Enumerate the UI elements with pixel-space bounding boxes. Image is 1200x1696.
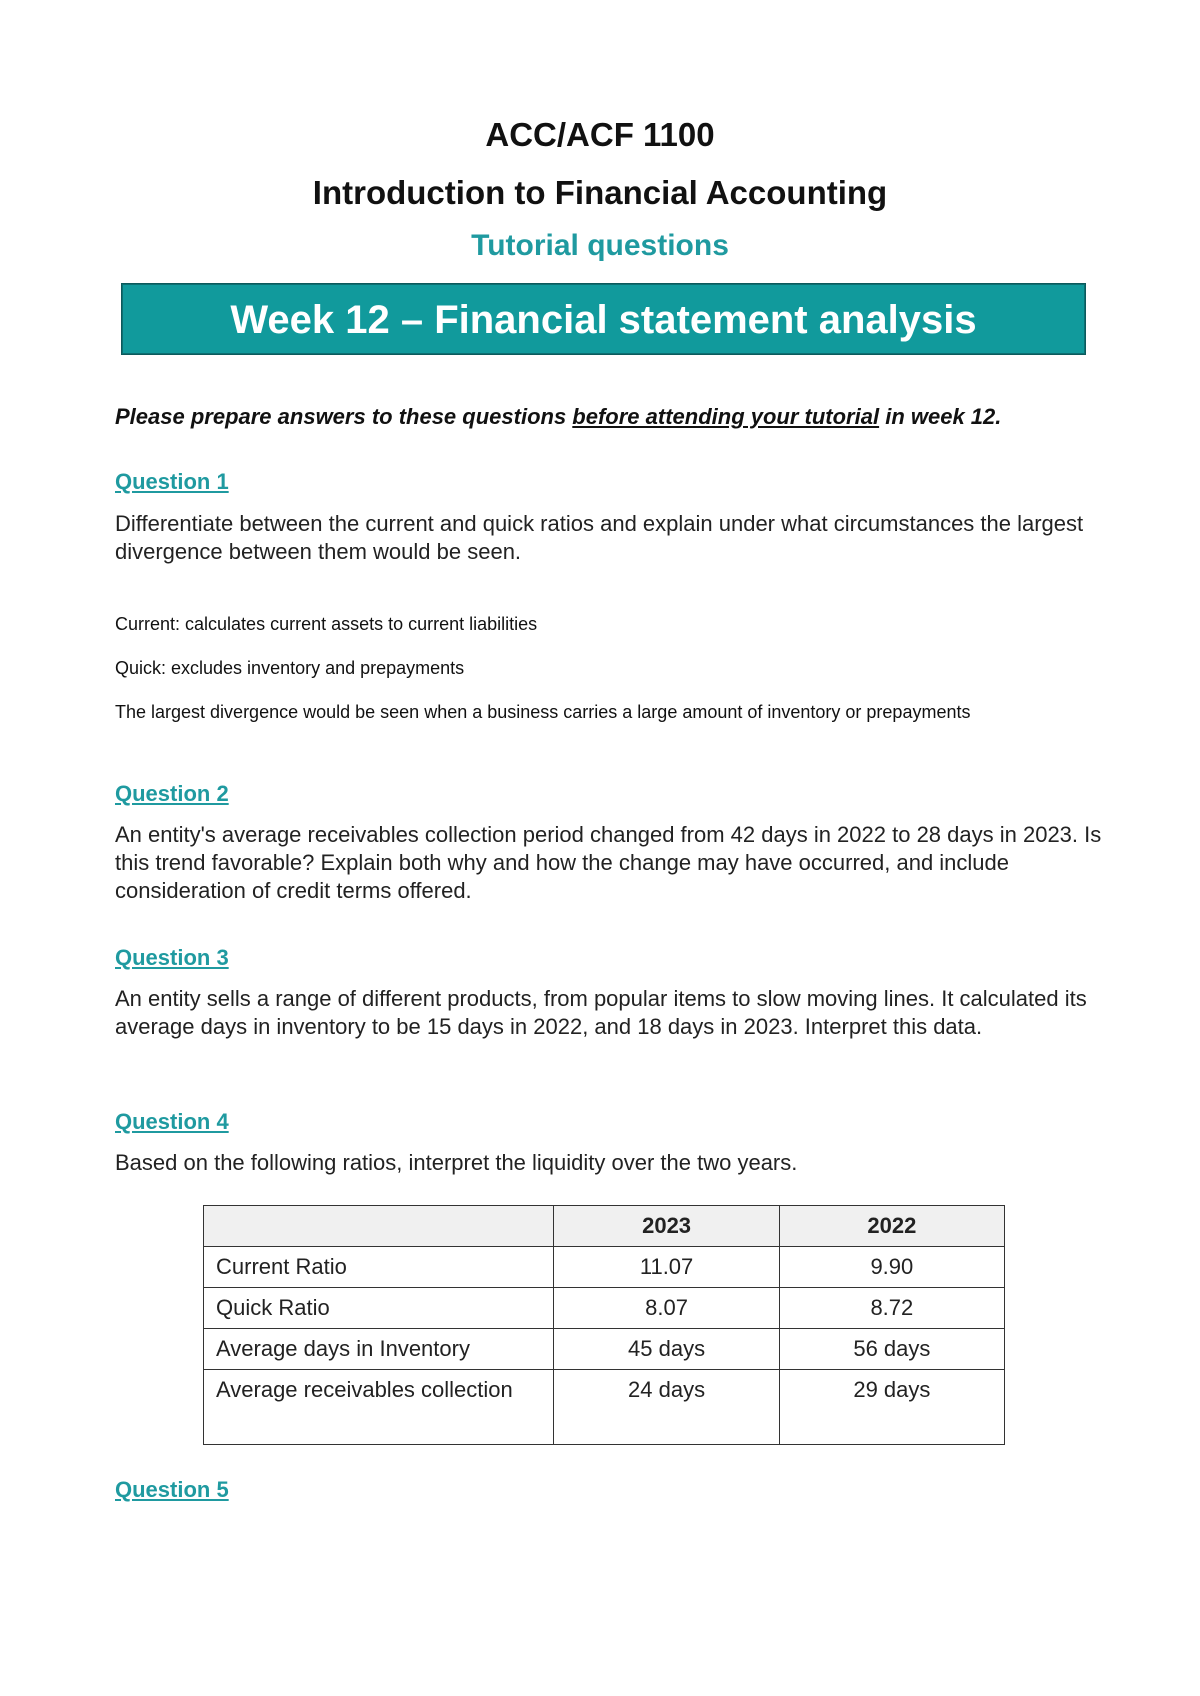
question-5-heading: Question 5 xyxy=(115,1477,229,1502)
table-header-2022: 2022 xyxy=(779,1206,1004,1247)
instruction-part-2: in week 12. xyxy=(879,404,1002,429)
question-1-heading: Question 1 xyxy=(115,469,229,494)
week-title: Week 12 – Financial statement analysis xyxy=(230,298,977,342)
course-code: ACC/ACF 1100 xyxy=(485,116,715,153)
table-cell-label: Current Ratio xyxy=(204,1247,554,1288)
document-type: Tutorial questions xyxy=(471,229,729,262)
table-cell-value: 29 days xyxy=(779,1370,1004,1445)
question-3-text: An entity sells a range of different products, from popular items to slow moving lines. It calculated its average days in inventory to be 15 days in 2022, and 18 days in 2023. Interpret this data. xyxy=(115,986,1087,1039)
table-cell-value: 8.72 xyxy=(779,1288,1004,1329)
table-header-label xyxy=(204,1206,554,1247)
instruction-underlined: before attending your tutorial xyxy=(572,404,880,429)
ratios-table xyxy=(203,1205,1005,1445)
table-header-row xyxy=(204,1206,1005,1247)
table-row xyxy=(204,1247,1005,1288)
table-cell-value: 24 days xyxy=(554,1370,779,1445)
question-4-heading: Question 4 xyxy=(115,1109,229,1134)
table-cell-label: Quick Ratio xyxy=(204,1288,554,1329)
question-2-text: An entity's average receivables collection period changed from 42 days in 2022 to 28 days in 2023. Is this trend favorable? Explain both why and how the change may have occurred, and include consideration of credit terms offered. xyxy=(115,822,1102,903)
instruction-text xyxy=(115,403,1090,431)
question-2-heading: Question 2 xyxy=(115,781,229,806)
instruction-part-1: Please prepare answers to these questions xyxy=(115,404,573,429)
table-cell-value: 11.07 xyxy=(554,1247,779,1288)
table-cell-label: Average receivables collection xyxy=(204,1370,554,1445)
table-row xyxy=(204,1288,1005,1329)
table-cell-value: 8.07 xyxy=(554,1288,779,1329)
question-1-answer-3: The largest divergence would be seen when a business carries a large amount of inventory or prepayments xyxy=(115,702,971,722)
table-cell-value: 45 days xyxy=(554,1329,779,1370)
week-banner xyxy=(121,283,1086,355)
question-1-text: Differentiate between the current and quick ratios and explain under what circumstances the largest divergence between them would be seen. xyxy=(115,511,1084,564)
question-1-answer-1: Current: calculates current assets to current liabilities xyxy=(115,614,538,634)
table-cell-label: Average days in Inventory xyxy=(204,1329,554,1370)
table-row xyxy=(204,1370,1005,1445)
question-4-text: Based on the following ratios, interpret the liquidity over the two years. xyxy=(115,1150,798,1175)
question-1-answer-2: Quick: excludes inventory and prepayments xyxy=(115,658,465,678)
table-row xyxy=(204,1329,1005,1370)
course-name: Introduction to Financial Accounting xyxy=(312,174,888,211)
table-cell-value: 56 days xyxy=(779,1329,1004,1370)
table-header-2023: 2023 xyxy=(554,1206,779,1247)
table-cell-value: 9.90 xyxy=(779,1247,1004,1288)
question-3-heading: Question 3 xyxy=(115,945,229,970)
